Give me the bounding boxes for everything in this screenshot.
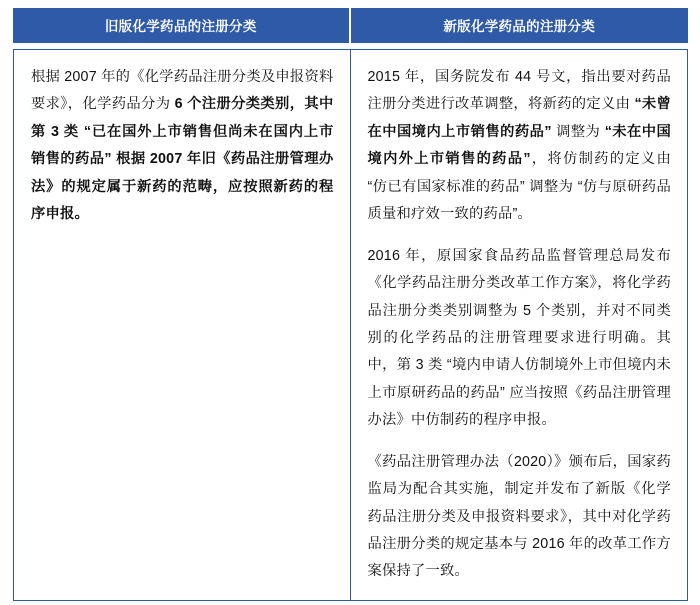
cell-old-classification	[13, 49, 351, 601]
text-run: 根据 2007 年的《化学药品注册分类及申报资料要求》，化学药品分为	[31, 69, 334, 113]
new-classification-text	[368, 64, 672, 586]
paragraph	[368, 64, 672, 229]
text-run-bold: “未在中国境内外上市销售的药品”	[367, 123, 671, 168]
text-run: ，将仿制药的定义由 “仿已有国家标准的药品” 调整为 “仿与原研药品质量和疗效一致的药品”。	[367, 151, 671, 223]
paragraph	[368, 243, 672, 435]
table-header-row	[13, 8, 688, 43]
text-run-bold: 6 个注册分类类别，其中第 3 类 “已在国外上市销售但尚未在国内上市销售的药品” 根据 2007 年旧《药品注册管理办法》的规定属于新药的范畴，应按照新药的程序申报。	[31, 96, 334, 223]
comparison-table	[13, 8, 688, 601]
column-header-old: 旧版化学药品的注册分类	[13, 8, 351, 43]
text-run: 2016 年，原国家食品药品监督管理总局发布《化学药品注册分类改革工作方案》，将化学药品注册分类类别调整为 5 个类别，并对不同类别的化学药品的注册管理要求进行明确。其中，第 3 类 “境内申请人仿制境外上市但境内未上市原研药品的药品” 应当按照《药品注册管理办法》中仿制药的程序申报。	[367, 247, 671, 429]
cell-new-classification	[351, 49, 689, 601]
text-run: 《药品注册管理办法（2020）》颁布后，国家药监局为配合其实施，制定并发布了新版《化学药品注册分类及申报资料要求》，其中对化学药品注册分类的规定基本与 2016 年的改革工作方案保持了一致。	[367, 453, 671, 580]
text-run: 调整为	[551, 123, 605, 140]
paragraph	[368, 449, 672, 586]
table-body-row	[13, 49, 688, 601]
text-run-bold: “未曾在中国境内上市销售的药品”	[367, 96, 671, 140]
column-header-new: 新版化学药品的注册分类	[351, 8, 689, 43]
old-classification-text	[31, 64, 334, 229]
text-run: 2015 年，国务院发布 44 号文，指出要对药品注册分类进行改革调整，将新药的定义由	[367, 69, 671, 113]
paragraph	[31, 64, 334, 229]
